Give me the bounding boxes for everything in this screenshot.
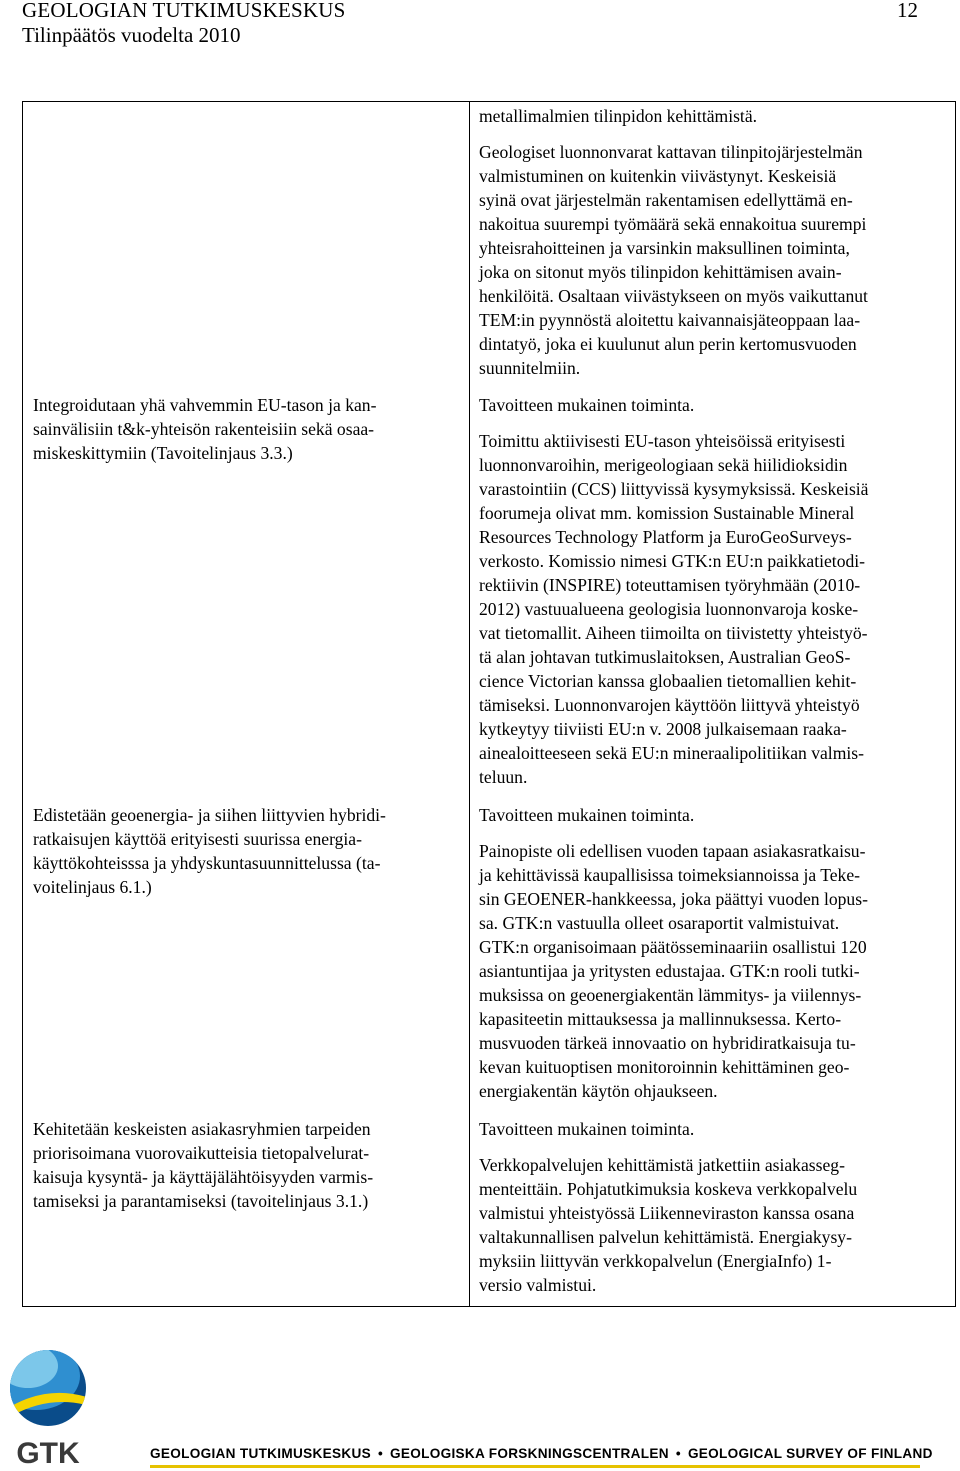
header-organization: GEOLOGIAN TUTKIMUSKESKUS bbox=[22, 0, 346, 22]
footer-org-en: GEOLOGICAL SURVEY OF FINLAND bbox=[687, 1446, 933, 1461]
footer-organizations bbox=[150, 1446, 933, 1461]
result-continuation-detail: Geologiset luonnonvarat kattavan tilinpitojärjestelmän valmistuminen on kuitenkin viivästynyt. Keskeisiä syinä ovat järjestelmän rakentamisen edellyttämä en- nakoitua suurempi työmäärä sekä ennakoitua suurempi yhteisrahoitteinen ja varsinkin maksullinen toiminta, joka on sitonut myös tilinpidon kehittämisen avain- henkilöitä. Osaltaan viivästykseen on myös vaikuttanut TEM:in pyynnöstä aloitettu kaivannaisjäteoppaan laa- dintatyö, joka ei kuulunut alun perin kertomusvuoden suunnitelmiin. bbox=[479, 142, 868, 378]
header-subtitle: Tilinpäätös vuodelta 2010 bbox=[22, 23, 241, 47]
result-status-geoenergy: Tavoitteen mukainen toiminta. bbox=[479, 805, 695, 825]
page-number: 12 bbox=[897, 0, 918, 22]
footer-org-sv: GEOLOGISKA FORSKNINGSCENTRALEN bbox=[390, 1446, 669, 1461]
footer-bullet: • bbox=[377, 1446, 383, 1461]
footer-rule bbox=[150, 1465, 920, 1468]
result-detail-geoenergy: Painopiste oli edellisen vuoden tapaan asiakasratkaisu- ja kehittävissä kaupallisissa toimeksiannoissa ja Teke- sin GEOENER-hankkeessa, joka päättyi vuoden lopus- sa. GTK:n vastuulla olleet osaraportit valmistuivat. GTK:n organisoimaan päätösseminaariin osallistui 120 asiantuntijaa ja yritysten edustajaa. GTK:n rooli tutki- muksissa on geoenergiakentän lämmitys- ja viilennys- kapasiteetin mittauksessa ja mallinnuksessa. Kerto- musvuoden tärkeä innovaatio on hybridiratkaisuja tu- kevan kuituoptisen monitoroinnin kehittäminen geo- energiakentän käytön ohjaukseen. bbox=[479, 841, 868, 1101]
goal-information-services: Kehitetään keskeisten asiakasryhmien tarpeiden priorisoimana vuorovaikutteisia tietopalvelurat- kaisuja kysyntä- ja käyttäjälähtöisyyden varmis- tamiseksi ja parantamiseksi (tavoitelinjaus 3.1.) bbox=[33, 1119, 374, 1211]
result-status-services: Tavoitteen mukainen toiminta. bbox=[479, 1119, 695, 1139]
gtk-logo bbox=[6, 1344, 90, 1466]
result-status-eu: Tavoitteen mukainen toiminta. bbox=[479, 395, 695, 415]
goals-table bbox=[22, 101, 956, 1307]
column-divider bbox=[469, 102, 470, 1306]
footer-bullet: • bbox=[675, 1446, 681, 1461]
footer-org-fi: GEOLOGIAN TUTKIMUSKESKUS bbox=[150, 1446, 371, 1461]
logo-text: GTK bbox=[16, 1437, 80, 1466]
result-continuation-summary: metallimalmien tilinpidon kehittämistä. bbox=[479, 106, 758, 126]
goal-eu-integration: Integroidutaan yhä vahvemmin EU-tason ja kan- sainvälisiin t&k-yhteisön rakenteisiin sekä osaa- miskeskittymiin (Tavoitelinjaus 3.3.) bbox=[33, 395, 377, 463]
result-detail-eu: Toimittu aktiivisesti EU-tason yhteisöissä erityisesti luonnonvaroihin, merigeologiaan sekä hiilidioksidin varastointiin (CCS) liittyvissä kysymyksissä. Keskeisiä foorumeja olivat mm. komission Sustainable Mineral Resources Technology Platform ja EuroGeoSurveys- verkosto. Komissio nimesi GTK:n EU:n paikkatietodi- rektiivin (INSPIRE) toteuttamisen työryhmään (2010- 2012) vastuualueena geologisia luonnonvaroja koske- vat tietomallit. Aiheen tiimoilta on tiivistetty yhteistyö- tä alan johtavan tutkimuslaitoksen, Australian GeoS- cience Victorian kanssa globaalien tietomallien kehit- tämiseksi. Luonnonvarojen käyttöön liittyvä yhteistyö kytkeytyy tiiviisti EU:n v. 2008 julkaisemaan raaka- ainealoitteeseen sekä EU:n mineraalipolitiikan valmis- teluun. bbox=[479, 431, 869, 787]
result-detail-services: Verkkopalvelujen kehittämistä jatkettiin asiakasseg- menteittäin. Pohjatutkimuksia koskeva verkkopalvelu valmistui yhteistyössä Liikenneviraston kanssa osana valtakunnallisen palvelun kehittämistä. Energiakysy- myksiin liittyvän verkkopalvelun (EnergiaInfo) 1- versio valmistui. bbox=[479, 1155, 858, 1295]
goal-geoenergy: Edistetään geoenergia- ja siihen liittyvien hybridi- ratkaisujen käyttöä erityisesti suurissa energia- käyttökohteisssa ja yhdyskuntasuunnittelussa (ta- voitelinjaus 6.1.) bbox=[33, 805, 386, 897]
